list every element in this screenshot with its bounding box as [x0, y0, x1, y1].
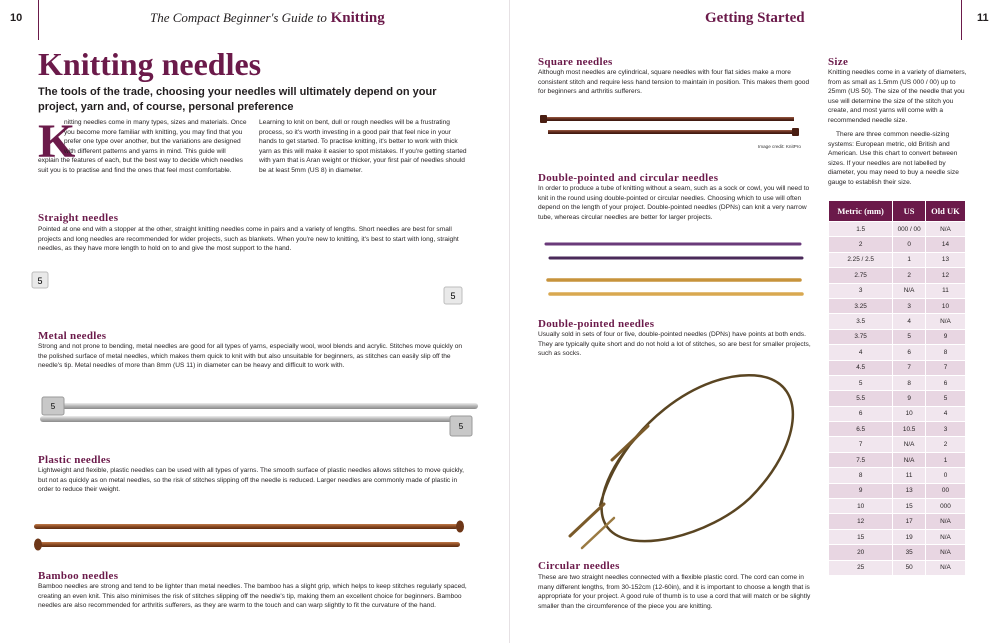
table-row	[829, 329, 966, 344]
running-head-left	[150, 10, 385, 27]
th-old-uk: Old UK	[925, 201, 965, 222]
page-number-right: 11	[977, 12, 989, 24]
th-us: US	[893, 201, 926, 222]
table-cell: N/A	[893, 437, 926, 452]
table-cell: 3	[925, 422, 965, 437]
intro-col-1	[38, 115, 247, 176]
table-cell: 7	[893, 360, 926, 375]
table-cell: 15	[893, 499, 926, 514]
text-dpn: Usually sold in sets of four or five, double-pointed needles (DPNs) have points at both ends. They are typically quite short and do not hold a lot of stitches, so are best for smaller projects, such as socks.	[538, 331, 811, 358]
table-cell: N/A	[925, 560, 965, 575]
drop-cap: K	[38, 115, 76, 168]
text-circular: These are two straight needles connected with a flexible plastic cord. The cord can come in many different lengths, from 30-152cm (12-60in), and it is important to choose a length that is appropriate for your project. A good rule of thumb is to use a cord that will match or be slightly smaller than the circumference of the piece you are knitting.	[538, 574, 811, 610]
table-cell: 5	[925, 391, 965, 406]
table-cell: 000 / 00	[893, 222, 926, 237]
table-row	[829, 283, 966, 298]
table-cell: 3.75	[829, 329, 893, 344]
table-cell: 9	[925, 329, 965, 344]
table-cell: 19	[893, 529, 926, 544]
table-row	[829, 268, 966, 283]
table-cell: 11	[893, 468, 926, 483]
text-straight: Pointed at one end with a stopper at the other, straight knitting needles come in pairs and a variety of lengths. Short needles are best for small projects and long needles are recommended for wider projects, such as blankets. When you're new to knitting, it's best to start with long, straight needles, as they have more length to hold on to and give the most support to the hand.	[38, 226, 459, 253]
table-cell: 8	[829, 468, 893, 483]
heading-dpn: Double-pointed needles	[538, 318, 655, 330]
table-cell: 1.5	[829, 222, 893, 237]
square-needles-image	[540, 114, 802, 138]
table-cell: 5	[829, 375, 893, 390]
table-cell: 6	[893, 345, 926, 360]
table-cell: N/A	[925, 545, 965, 560]
table-cell: 3.25	[829, 298, 893, 313]
intro-col-2: Learning to knit on bent, dull or rough needles will be a frustrating process, so it's worth investing in a good pair that feel nice in your hands to get started. To practise knitting, it's better to work with thick yarn as this will make it easier to spot mistakes. If you're getting started with yarn that is Aran weight or thicker, your first pair of needles should be at least 5mm (US 8) in diameter.	[259, 119, 467, 174]
needle-size-table	[828, 200, 966, 576]
heading-dpc: Double-pointed and circular needles	[538, 172, 719, 184]
needle-size-label-top: 5	[37, 276, 43, 286]
table-cell: 9	[829, 483, 893, 498]
table-cell: 0	[893, 237, 926, 252]
table-cell: 13	[893, 483, 926, 498]
table-cell: N/A	[925, 222, 965, 237]
table-cell: 7	[925, 360, 965, 375]
table-cell: 6	[925, 375, 965, 390]
table-row	[829, 360, 966, 375]
heading-circular: Circular needles	[538, 560, 620, 572]
text-plastic: Lightweight and flexible, plastic needles can be used with all types of yarns. The smooth surface of plastic needles allows stitches to move quickly, but not as quickly as on metal needles, so the risk of stitches slipping off the needle is reduced. Larger needles are commonly made of plastic in order to reduce their weight.	[38, 467, 465, 494]
table-cell: N/A	[893, 283, 926, 298]
metal-needles-image	[40, 394, 480, 440]
table-cell: 3	[829, 283, 893, 298]
table-row	[829, 529, 966, 544]
table-cell: 8	[925, 345, 965, 360]
table-cell: 12	[829, 514, 893, 529]
table-row	[829, 252, 966, 267]
page-number-left: 10	[10, 12, 23, 24]
table-cell: 2.25 / 2.5	[829, 252, 893, 267]
table-cell: 25	[829, 560, 893, 575]
table-row	[829, 499, 966, 514]
intro-col-1-text: nitting needles come in many types, sizes and materials. Once you become more familiar with knitting, you may find that you prefer one type over another, but the variations are designed with different patterns and yarns in mind. This guide will explain the features of each, but the best way to decide which needles suit you is to practise and find the ones that feel most comfortable.	[38, 119, 247, 174]
table-header-row	[829, 201, 966, 222]
table-row	[829, 468, 966, 483]
table-cell: N/A	[925, 514, 965, 529]
table-cell: 9	[893, 391, 926, 406]
table-cell: 12	[925, 268, 965, 283]
intro	[38, 115, 468, 198]
table-cell: 1	[925, 452, 965, 467]
table-cell: 4	[925, 406, 965, 421]
heading-metal: Metal needles	[38, 330, 107, 342]
image-credit: Image credit: KnitPro	[758, 144, 801, 149]
heading-bamboo: Bamboo needles	[38, 570, 119, 582]
table-cell: 14	[925, 237, 965, 252]
table-cell: N/A	[893, 452, 926, 467]
lede: The tools of the trade, choosing your needles will ultimately depend on your project, yarn and, of course, personal preference	[38, 86, 437, 113]
table-cell: 4	[829, 345, 893, 360]
table-row	[829, 298, 966, 313]
text-size-1: Knitting needles come in a variety of diameters, from as small as 1.5mm (US 000 / 00) up to 25mm (US 50). The size of the needle that you use will determine the size of the stitch you create, and most yarns will come with a recommended needle size.	[828, 69, 967, 124]
table-cell: 10	[893, 406, 926, 421]
table-row	[829, 222, 966, 237]
th-metric: Metric (mm)	[829, 201, 893, 222]
header-rule-left	[38, 0, 39, 40]
text-metal: Strong and not prone to bending, metal needles are good for all types of yarns, especially wool, wool blends and acrylic. Stitches move quickly on the polished surface of metal needles, which makes them quick to knit with but also unsuitable for beginners, as stitches can easily slip off the needle's tip. Metal needles of more than 8mm (US 11) in diameter can be heavy and difficult to work with.	[38, 343, 463, 370]
table-cell: 35	[893, 545, 926, 560]
metal-label-right: 5	[458, 422, 464, 431]
text-square: Although most needles are cylindrical, square needles with four flat sides make a more consistent stitch and require less hand tension to maintain in position. This makes them good for beginners and arthritis sufferers.	[538, 69, 810, 96]
heading-square: Square needles	[538, 56, 613, 68]
table-row	[829, 314, 966, 329]
table-cell: 0	[925, 468, 965, 483]
heading-size: Size	[828, 56, 849, 68]
table-row	[829, 545, 966, 560]
table-cell: 5	[893, 329, 926, 344]
heading-plastic: Plastic needles	[38, 454, 111, 466]
table-cell: 2	[829, 237, 893, 252]
table-cell: 000	[925, 499, 965, 514]
table-cell: 11	[925, 283, 965, 298]
table-cell: 20	[829, 545, 893, 560]
bamboo-needles-image	[30, 518, 470, 554]
header-rule-right	[961, 0, 962, 40]
table-row	[829, 422, 966, 437]
table-cell: 2	[925, 437, 965, 452]
table-cell: 1	[893, 252, 926, 267]
table-cell: 7	[829, 437, 893, 452]
table-cell: 10	[829, 499, 893, 514]
table-row	[829, 237, 966, 252]
metal-label-left: 5	[50, 402, 56, 411]
table-cell: 3.5	[829, 314, 893, 329]
circular-needle-image	[560, 368, 810, 556]
table-cell: N/A	[925, 314, 965, 329]
table-cell: 00	[925, 483, 965, 498]
table-cell: 4	[893, 314, 926, 329]
table-row	[829, 391, 966, 406]
text-size-2: There are three common needle-sizing systems: European metric, old British and American. Use this chart to convert between sizes. If your needles are not labelled by diameter, you may need to buy a needle size gauge to establish their size.	[828, 131, 959, 186]
table-cell: N/A	[925, 529, 965, 544]
running-head-right: Getting Started	[705, 10, 805, 26]
table-cell: 6.5	[829, 422, 893, 437]
table-cell: 6	[829, 406, 893, 421]
running-head-script: The Compact Beginner's Guide to	[150, 10, 327, 25]
table-cell: 15	[829, 529, 893, 544]
table-body	[829, 222, 966, 576]
straight-needles-image	[30, 270, 470, 306]
table-cell: 5.5	[829, 391, 893, 406]
table-cell: 7.5	[829, 452, 893, 467]
table-row	[829, 452, 966, 467]
table-cell: 10	[925, 298, 965, 313]
table-row	[829, 345, 966, 360]
table-row	[829, 437, 966, 452]
table-row	[829, 375, 966, 390]
dpn-image	[544, 240, 806, 300]
table-row	[829, 406, 966, 421]
table-cell: 8	[893, 375, 926, 390]
text-dpc: In order to produce a tube of knitting without a seam, such as a sock or cowl, you will need to knit in the round using double-pointed or circular needles. Choosing which to use will often depend on the length of your project. Double-pointed needles (DPNs) can knit a very narrow tube, whereas circular needles are better for larger projects.	[538, 185, 810, 221]
table-cell: 2	[893, 268, 926, 283]
heading-straight: Straight needles	[38, 212, 119, 224]
table-cell: 50	[893, 560, 926, 575]
table-row	[829, 514, 966, 529]
table-row	[829, 483, 966, 498]
page-title: Knitting needles	[38, 46, 262, 82]
needle-size-label-bottom: 5	[450, 291, 456, 301]
table-cell: 3	[893, 298, 926, 313]
table-row	[829, 560, 966, 575]
table-cell: 17	[893, 514, 926, 529]
table-cell: 13	[925, 252, 965, 267]
table-cell: 2.75	[829, 268, 893, 283]
text-bamboo: Bamboo needles are strong and tend to be lighter than metal needles. The bamboo has a slight grip, which helps to keep stitches regularly spaced, creating an even knit. This also minimises the risk of stitches slipping off the needle's tip, making them an excellent choice for beginners. Bamboo needles are also recommended for arthritis sufferers, as they are warm to the touch and can warp slightly to fit the curvature of the hand.	[38, 583, 467, 610]
running-head-bold: Knitting	[330, 10, 385, 26]
table-cell: 10.5	[893, 422, 926, 437]
table-cell: 4.5	[829, 360, 893, 375]
